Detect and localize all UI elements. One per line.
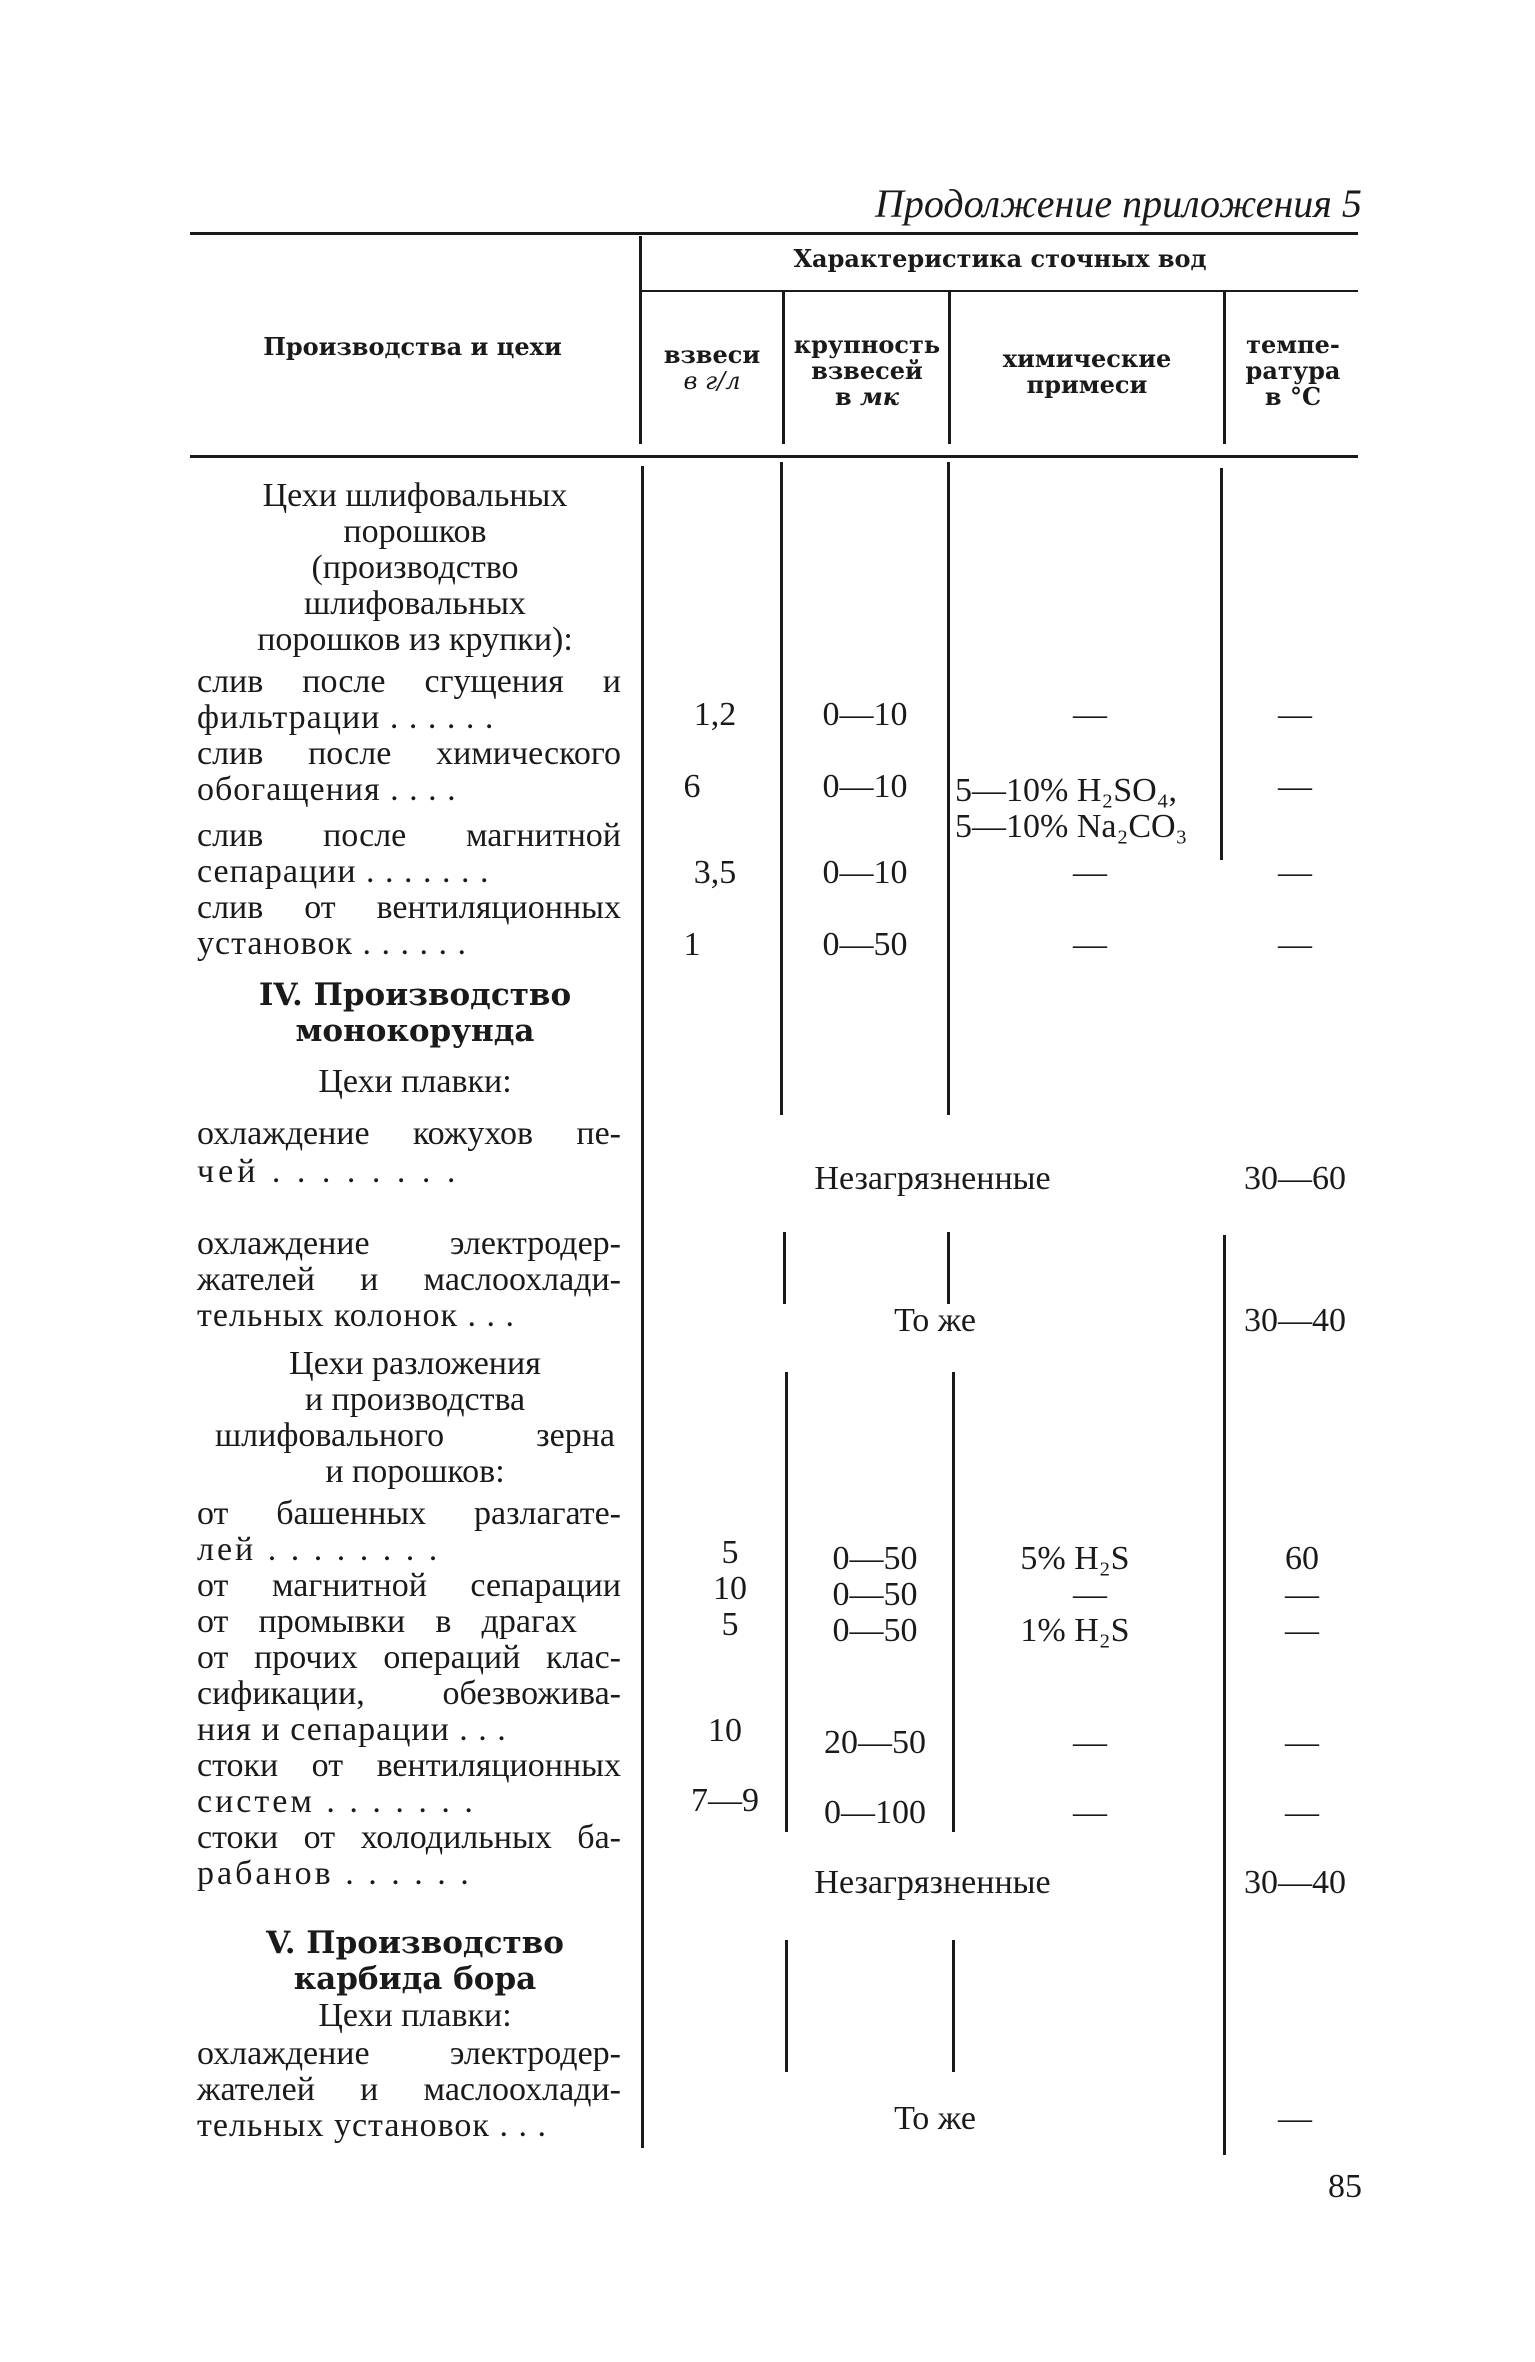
row-label: сификации, обезвожива- <box>197 1675 621 1712</box>
col-divider <box>947 462 950 1115</box>
row-label: тельных колонок . . . <box>197 1297 515 1334</box>
cell-chemicals: — <box>1073 696 1107 733</box>
cell-suspended: 3,5 <box>693 854 737 891</box>
header-temperature: темпе- ратура в °С <box>1245 330 1341 411</box>
group-header-rule <box>640 290 1358 292</box>
col-divider <box>947 1232 950 1304</box>
cell-suspended: 6 <box>683 768 701 805</box>
cell-temperature: 30—40 <box>1244 1302 1346 1339</box>
cell-temperature: — <box>1285 1724 1319 1761</box>
cell-suspended: 1 <box>683 926 701 963</box>
col-divider-label <box>641 466 644 2148</box>
row-label: слив после магнитной <box>197 817 621 854</box>
section-title: порошков <box>343 513 487 550</box>
cell-size: 0—50 <box>832 1612 918 1649</box>
cell-chemicals: — <box>1073 1724 1107 1761</box>
section-subtitle: Цехи плавки: <box>318 1997 512 2034</box>
header-wastewater-group: Характеристика сточных вод <box>793 244 1207 273</box>
cell-temperature: 30—60 <box>1244 1160 1346 1197</box>
cell-suspended: 5 <box>721 1534 739 1571</box>
cell-temperature: — <box>1285 1576 1319 1613</box>
row-label: от промывки в драгах <box>197 1603 577 1640</box>
cell-merged: То же <box>894 1302 976 1339</box>
section-title: карбида бора <box>293 1961 537 1997</box>
cell-chemicals: 1% H₂S <box>1020 1612 1130 1649</box>
cell-temperature: — <box>1278 926 1312 963</box>
row-label: жателей и маслоохлади- <box>197 2071 621 2108</box>
cell-temperature: — <box>1285 1794 1319 1831</box>
row-label: слив после сгущения и <box>197 663 621 700</box>
cell-size: 0—10 <box>822 768 908 805</box>
row-label: ния и сепарации . . . <box>197 1711 507 1748</box>
section-title: Цехи разложения <box>289 1345 541 1382</box>
section-title: IV. Производство <box>258 977 572 1013</box>
section-title: шлифовальных <box>304 585 526 622</box>
row-label: охлаждение электродер- <box>197 2035 621 2072</box>
header-productions: Производства и цехи <box>263 332 562 361</box>
col-divider <box>952 1372 955 1832</box>
running-header: Продолжение приложения 5 <box>875 181 1362 226</box>
row-label: слив после химического <box>197 735 621 772</box>
table-top-rule <box>190 232 1358 235</box>
row-label: от прочих операций клас- <box>197 1639 621 1676</box>
row-label: слив от вентиляционных <box>197 889 621 926</box>
header-col-divider <box>1223 292 1226 444</box>
section-title: Цехи шлифовальных <box>262 477 568 514</box>
col-divider <box>785 1940 788 2072</box>
col-divider <box>1223 1235 1226 2155</box>
cell-temperature: 60 <box>1285 1540 1319 1577</box>
col-divider <box>952 1940 955 2072</box>
cell-size: 0—50 <box>822 926 908 963</box>
row-label: обогащения . . . . <box>197 771 457 808</box>
row-label: от башенных разлагате- <box>197 1495 621 1532</box>
cell-chemicals: — <box>1073 926 1107 963</box>
row-label: стоки от холодильных ба- <box>197 1819 621 1856</box>
row-label: охлаждение кожухов пе- <box>197 1115 621 1152</box>
header-col-divider <box>782 292 785 444</box>
cell-chemicals: 5—10% Na₂CO₃ <box>955 808 1188 845</box>
cell-chemicals: — <box>1073 854 1107 891</box>
section-title: монокорунда <box>295 1013 535 1049</box>
cell-temperature: — <box>1278 2100 1312 2137</box>
cell-temperature: 30—40 <box>1244 1864 1346 1901</box>
header-col-divider <box>948 292 951 444</box>
section-subtitle: Цехи плавки: <box>318 1063 512 1100</box>
row-label: сепарации . . . . . . . <box>197 853 490 890</box>
cell-chemicals: — <box>1073 1794 1107 1831</box>
cell-size: 0—100 <box>824 1794 926 1831</box>
section-title: и порошков: <box>325 1453 505 1490</box>
cell-suspended: 10 <box>713 1570 747 1607</box>
section-title: и производства <box>304 1381 526 1418</box>
row-label: систем . . . . . . . <box>197 1783 476 1820</box>
cell-temperature: — <box>1278 696 1312 733</box>
row-label: установок . . . . . . <box>197 925 467 962</box>
cell-size: 0—50 <box>832 1576 918 1613</box>
cell-suspended: 1,2 <box>693 696 737 733</box>
cell-suspended: 5 <box>721 1606 739 1643</box>
cell-size: 0—10 <box>822 854 908 891</box>
page-number: 85 <box>1328 2168 1362 2205</box>
cell-size: 20—50 <box>824 1724 926 1761</box>
section-title: шлифовального зерна <box>215 1417 615 1454</box>
cell-suspended: 10 <box>708 1712 742 1749</box>
row-label: фильтрации . . . . . . <box>197 699 495 736</box>
section-title: порошков из крупки): <box>257 621 573 658</box>
cell-temperature: — <box>1278 854 1312 891</box>
row-label: жателей и маслоохлади- <box>197 1261 621 1298</box>
row-label: охлаждение электродер- <box>197 1225 621 1262</box>
cell-chemicals: — <box>1073 1576 1107 1613</box>
row-label: от магнитной сепарации <box>197 1567 621 1604</box>
header-bottom-rule <box>190 455 1358 458</box>
row-label: лей . . . . . . . . <box>197 1531 441 1568</box>
section-title: (производство <box>311 549 519 586</box>
cell-chemicals: 5% H₂S <box>1020 1540 1130 1577</box>
header-particle-size: крупность взвесей в мк <box>793 330 941 411</box>
cell-merged: То же <box>894 2100 976 2137</box>
cell-merged: Незагрязненные <box>814 1864 1051 1901</box>
row-label: рабанов . . . . . . <box>197 1855 472 1892</box>
col-divider <box>785 1372 788 1832</box>
cell-size: 0—50 <box>832 1540 918 1577</box>
col-divider <box>780 462 783 1115</box>
section-title: V. Производство <box>266 1925 564 1961</box>
cell-temperature: — <box>1285 1612 1319 1649</box>
cell-size: 0—10 <box>822 696 908 733</box>
header-suspended-solids: взвеси в г/л <box>663 340 761 395</box>
cell-temperature: — <box>1278 768 1312 805</box>
cell-merged: Незагрязненные <box>814 1160 1051 1197</box>
cell-suspended: 7—9 <box>691 1782 759 1819</box>
cell-chemicals: 5—10% H₂SO₄, <box>955 772 1178 809</box>
header-chemical-impurities: химические примеси <box>1002 344 1172 399</box>
col-divider <box>783 1232 786 1304</box>
row-label: стоки от вентиляционных <box>197 1747 621 1784</box>
row-label: чей . . . . . . . . <box>197 1153 460 1190</box>
row-label: тельных установок . . . <box>197 2107 547 2144</box>
